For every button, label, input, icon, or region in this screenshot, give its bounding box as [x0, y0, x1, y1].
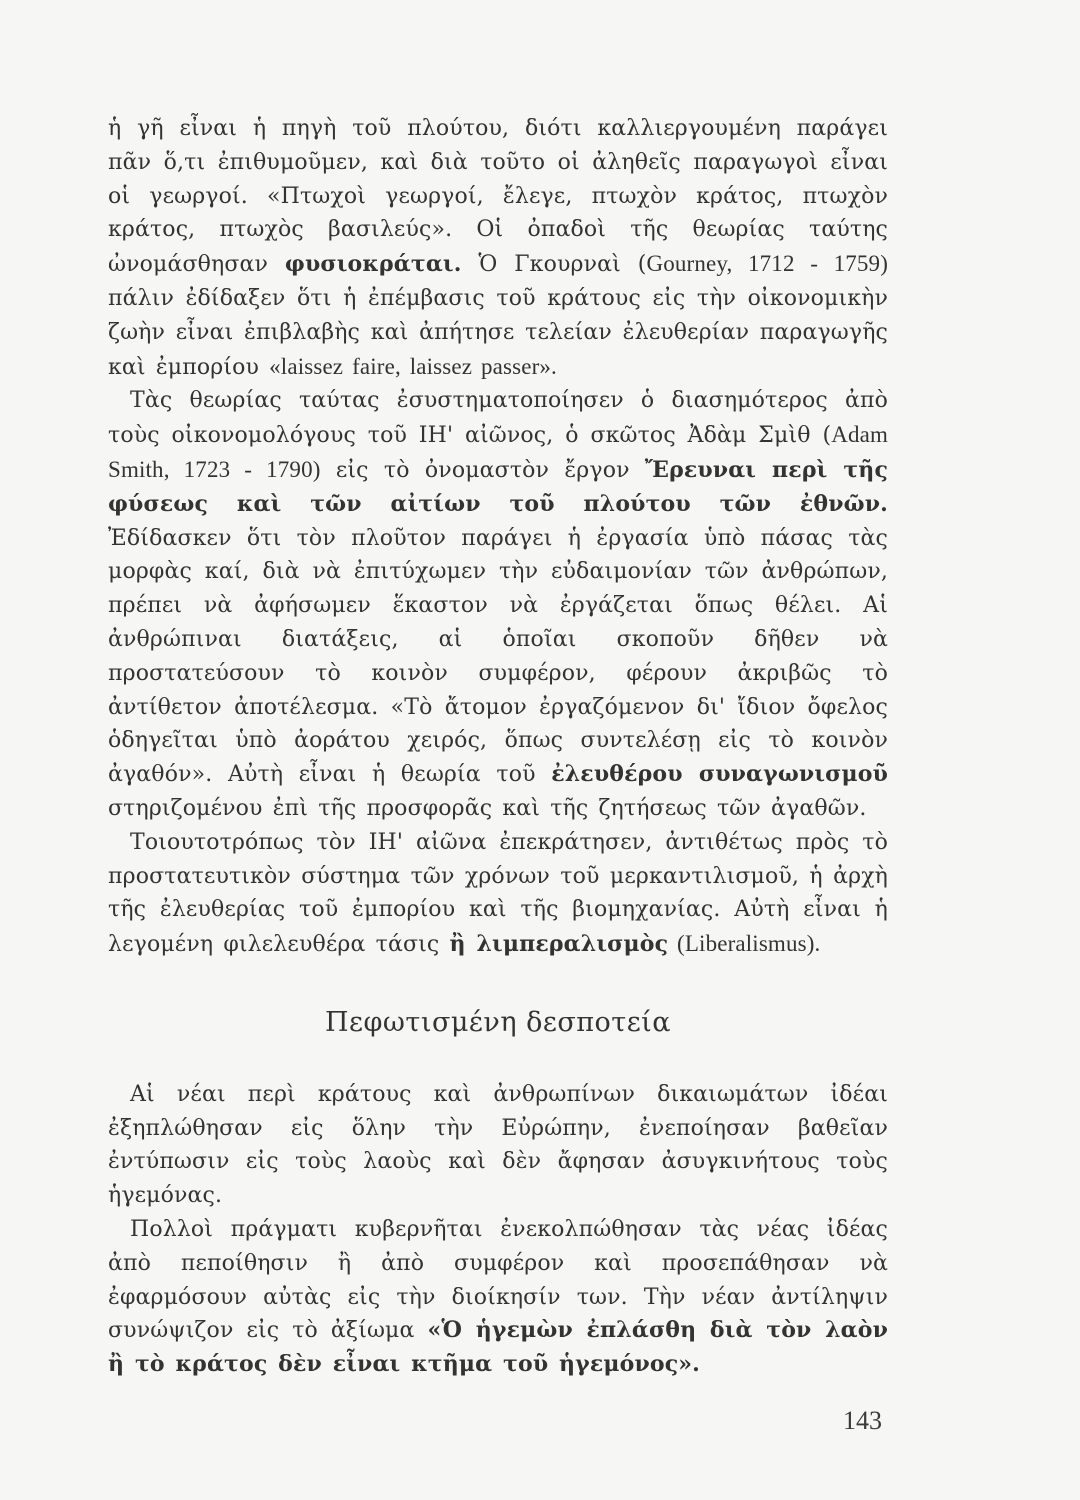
- paragraph-liberalism: [108, 826, 888, 962]
- latin-adam-smith-dates: Adam Smith, 1723 - 1790): [108, 422, 888, 482]
- text-segment: Τοιουτοτρόπως τὸν ΙΗ' αἰῶνα ἐπεκράτησεν, ἀντιθέτως πρὸς τὸ προστατευτικὸν σύστημα τῶν χρόνων τοῦ μερκαντιλισμοῦ, ἡ ἀρχὴ τῆς ἐλευθερίας τοῦ ἐμπορίου καὶ τῆς βιομηχανίας. Αὐτὴ εἶναι ἡ λεγομένη φιλελευθέρα τάσις: [108, 829, 888, 958]
- text-segment: Ἐδίδασκεν ὅτι τὸν πλοῦτον παράγει ἡ ἐργασία ὑπὸ πάσας τὰς μορφὰς καί, διὰ νὰ ἐπιτύχωμεν τὴν εὐδαιμονίαν τῶν ἀνθρώπων, πρέπει νὰ ἀφήσωμεν ἕκαστον νὰ ἐργάζεται ὅπως θέλει. Αἱ ἀνθρώπιναι διατάξεις, αἱ ὁποῖαι σκοποῦν δῆθεν νὰ προστατεύσουν τὸ κοινὸν συμφέρον, φέρουν ἀκριβῶς τὸ ἀντίθετον ἀποτέλεσμα. «Τὸ ἄτομον ἐργαζόμενον δι' ἴδιον ὄφελος ὁδηγεῖται ὑπὸ ἀοράτου χειρός, ὅπως συντελέσῃ εἰς τὸ κοινὸν ἀγαθόν». Αὐτὴ εἶναι ἡ θεωρία τοῦ: [108, 525, 888, 788]
- latin-liberalismus: (Liberalismus).: [668, 931, 821, 957]
- term-free-competition: ἐλευθέρου συναγωνισμοῦ: [551, 761, 888, 788]
- paragraph-new-ideas: [108, 1078, 888, 1213]
- paragraph-rulers: [108, 1213, 888, 1382]
- text-segment: Αἱ νέαι περὶ κράτους καὶ ἀνθρωπίνων δικαιωμάτων ἰδέαι ἐξηπλώθησαν εἰς ὅλην τὴν Εὐρώπην, ἐνεποίησαν βαθεῖαν ἐντύπωσιν εἰς τοὺς λαοὺς καὶ δὲν ἄφησαν ἀσυγκινήτους τοὺς ἡγεμόνας.: [108, 1081, 888, 1209]
- term-liberalism: ἢ λιμπεραλισμὸς: [449, 931, 669, 958]
- text-segment: ἡ γῆ εἶναι ἡ πηγὴ τοῦ πλούτου, διότι καλλιεργουμένη παράγει πᾶν ὅ,τι ἐπιθυμοῦμεν, καὶ διὰ τοῦτο οἱ ἀληθεῖς παραγωγοὶ εἶναι οἱ γεωργοί. «Πτωχοὶ γεωργοί, ἔλεγε, πτωχὸν κράτος, πτωχὸν κράτος, πτωχὸς βασιλεύς». Οἱ ὀπαδοὶ τῆς θεωρίας ταύτης ὠνομάσθησαν: [108, 116, 888, 278]
- latin-laissez-faire: «laissez faire, laissez passer».: [269, 353, 557, 379]
- paragraph-adam-smith: [108, 384, 888, 825]
- text-segment: Πολλοὶ πράγματι κυβερνῆται ἐνεκολπώθησαν τὰς νέας ἰδέας ἀπὸ πεποίθησιν ἢ ἀπὸ συμφέρον καὶ προσεπάθησαν νὰ ἐφαρμόσουν αὐτὰς εἰς τὴν διοίκησίν των. Τὴν νέαν ἀντίληψιν συνώψιζον εἰς τὸ ἀξίωμα: [108, 1216, 888, 1344]
- page-text-block: [108, 112, 888, 1382]
- text-segment: στηριζομένου ἐπὶ τῆς προσφορᾶς καὶ τῆς ζητήσεως τῶν ἀγαθῶν.: [108, 795, 867, 821]
- book-title-wealth-of-nations: Ἔρευναι περὶ τῆς φύσεως καὶ τῶν αἰτίων τοῦ πλούτου τῶν ἐθνῶν.: [108, 456, 888, 517]
- latin-gourney-dates: Gourney, 1712 - 1759): [646, 251, 889, 277]
- text-segment: Τὰς θεωρίας ταύτας ἐσυστηματοποίησεν ὁ διασημότερος ἀπὸ τοὺς οἰκονομολόγους τοῦ ΙΗ' αἰῶνος, ὁ σκῶτος Ἀδὰμ Σμὶθ (: [108, 388, 888, 449]
- text-segment: πάλιν ἐδίδαξεν ὅτι ἡ ἐπέμβασις τοῦ κράτους εἰς τὴν οἰκονομικὴν ζωὴν εἶναι ἐπιβλαβὴς καὶ ἀπήτησε τελείαν ἐλευθερίαν παραγωγῆς καὶ ἐμπορίου: [108, 285, 888, 380]
- paragraph-physiocrats: [108, 112, 888, 384]
- term-physiocrats: φυσιοκράται.: [284, 251, 462, 278]
- section-heading: Πεφωτισμένη δεσποτεία: [324, 1006, 672, 1038]
- text-segment: εἰς τὸ ὀνομαστὸν ἔργον: [320, 457, 645, 483]
- axiom-quote: «Ὁ ἡγεμὼν ἐπλάσθη διὰ τὸν λαὸν ἢ τὸ κράτος δὲν εἶναι κτῆμα τοῦ ἡγεμόνος».: [108, 1317, 888, 1378]
- page-number: 143: [843, 1406, 882, 1435]
- text-segment: Ὁ Γκουρναὶ (: [461, 252, 647, 278]
